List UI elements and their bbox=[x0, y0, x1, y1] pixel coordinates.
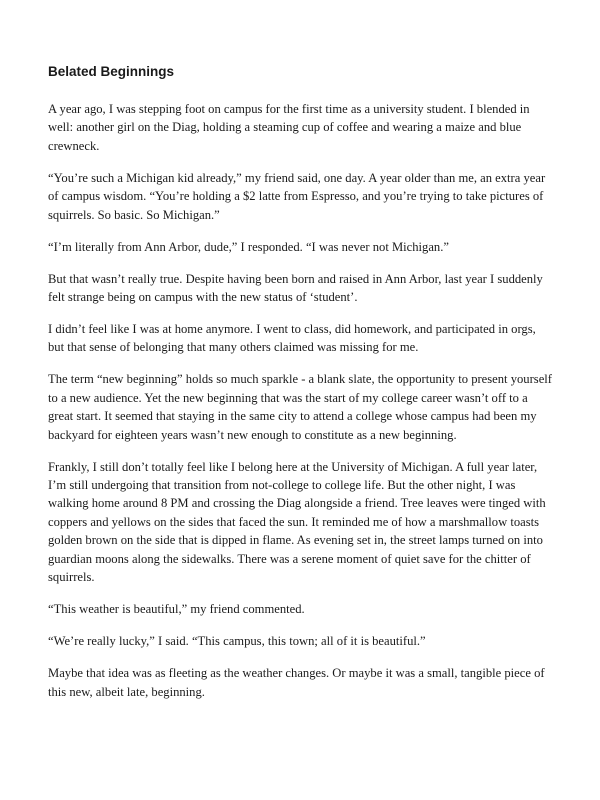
document-title: Belated Beginnings bbox=[48, 64, 175, 79]
paragraph-7: Frankly, I still don’t totally feel like I belong here at the University of Michigan. A full year later, I’m still undergoing that transition from not-college to college life. But the other night, I was walking home around 8 PM and crossing the Diag alongside a friend. Tree leaves were tinged with coppers and yellows on the sides that faced the sun. It reminded me of how a marshmallow toasts golden brown on the side that is dipped in flame. As evening set in, the street lamps turned on into guardian moons along the sidewalks. There was a serene moment of quiet save for the chitter of squirrels. bbox=[48, 459, 546, 585]
paragraph-1: A year ago, I was stepping foot on campus for the first time as a university student. I blended in well: another girl on the Diag, holding a steaming cup of coffee and wearing a maize and blue crewneck. bbox=[48, 102, 530, 153]
paragraph-4: But that wasn’t really true. Despite having been born and raised in Ann Arbor, last year I suddenly felt strange being on campus with the new status of ‘student’. bbox=[48, 271, 543, 305]
paragraph-8: “This weather is beautiful,” my friend commented. bbox=[48, 602, 305, 617]
paragraph-5: I didn’t feel like I was at home anymore. I went to class, did homework, and participated in orgs, but that sense of belonging that many others claimed was missing for me. bbox=[48, 322, 536, 355]
paragraph-9: “We’re really lucky,” I said. “This campus, this town; all of it is beautiful.” bbox=[48, 634, 426, 649]
paragraph-3: “I’m literally from Ann Arbor, dude,” I responded. “I was never not Michigan.” bbox=[48, 239, 449, 254]
paragraph-10: Maybe that idea was as fleeting as the weather changes. Or maybe it was a small, tangible piece of this new, albeit late, beginning. bbox=[48, 666, 545, 699]
paragraph-2: “You’re such a Michigan kid already,” my friend said, one day. A year older than me, an extra year of campus wisdom. “You’re holding a $2 latte from Espresso, and you’re trying to take pictures of squirrels. So basic. So Michigan.” bbox=[48, 170, 546, 222]
paragraph-6: The term “new beginning” holds so much sparkle - a blank slate, the opportunity to present yourself to a new audience. Yet the new beginning that was the start of my college career wasn’t off to a great start. It seemed that staying in the same city to attend a college whose campus had been my backyard for eighteen years wasn’t new enough to constitute as a new beginning. bbox=[48, 372, 552, 442]
